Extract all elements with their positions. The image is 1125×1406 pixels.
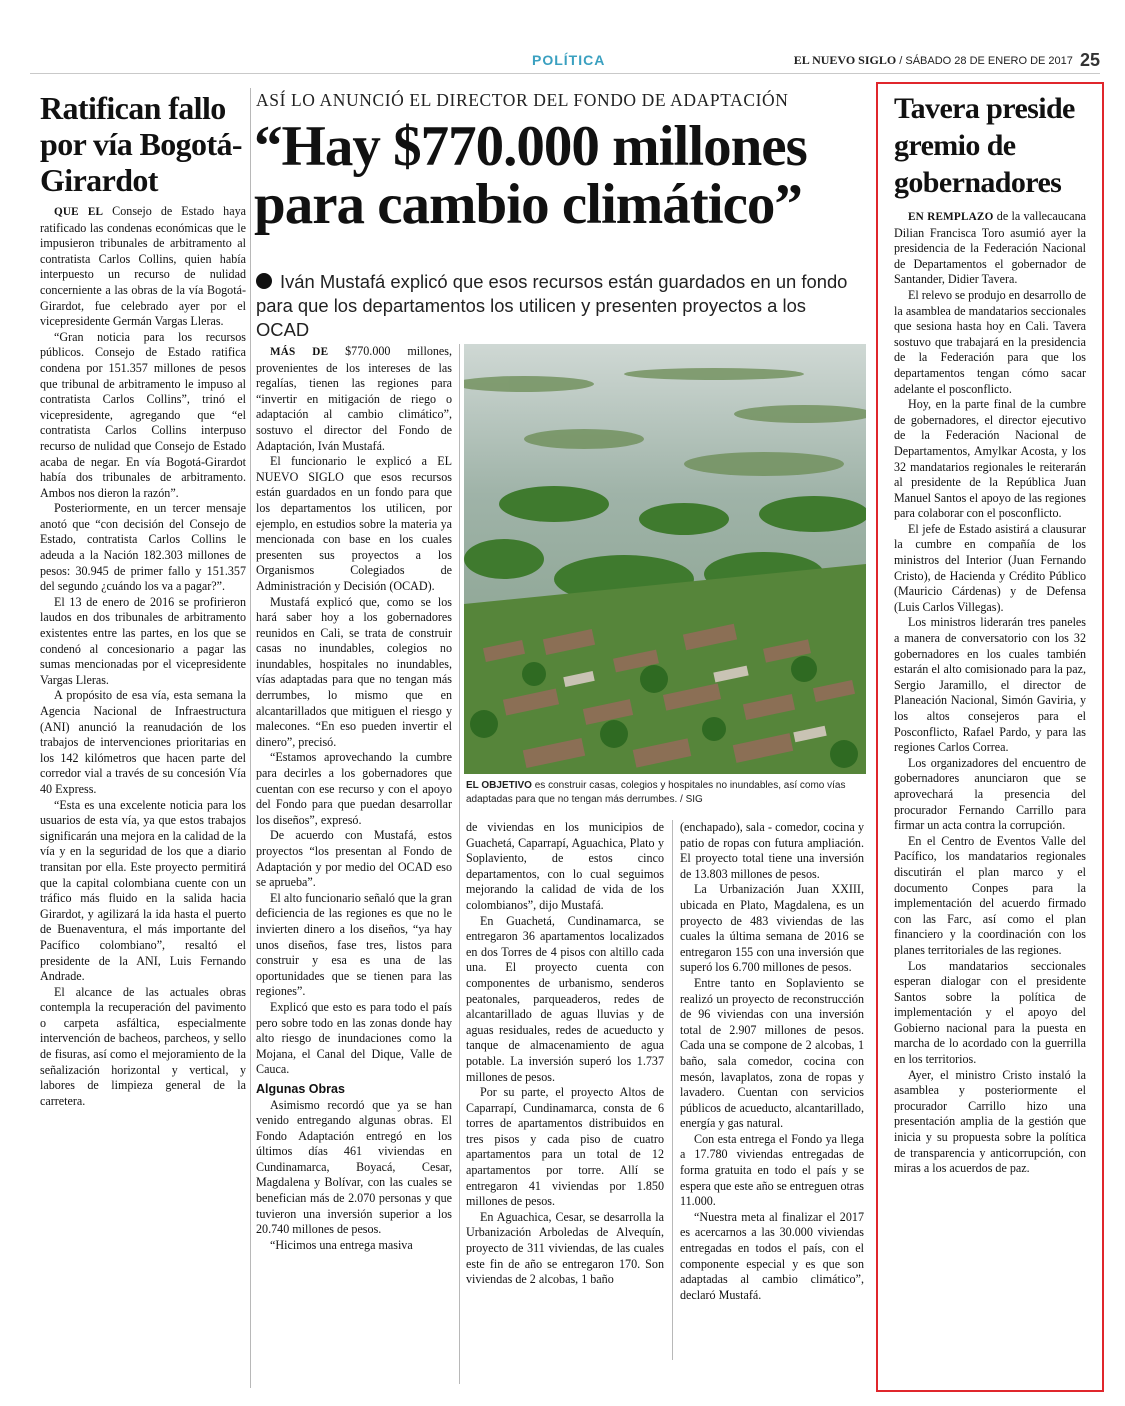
main-lead: MÁS DE xyxy=(270,346,329,358)
main-paragraph: “Hicimos una entrega masiva xyxy=(270,1237,413,1252)
section-label: POLÍTICA xyxy=(532,52,606,68)
bullet-icon xyxy=(256,273,272,289)
right-story-body xyxy=(894,209,1086,1177)
left-story xyxy=(40,90,246,1109)
left-paragraph: A propósito de esa vía, esta semana la Agencia Nacional de Infraestructura (ANI) anunció la reanudación de los trabajos de intervenciones prioritarias en los 142 kilómetros que hacen parte del corredor vial a través de su concesión Vía 40 Express. xyxy=(40,688,246,796)
right-lead: EN REMPLAZO xyxy=(908,211,994,223)
right-paragraph: Hoy, en la parte final de la cumbre de gobernadores, el director ejecutivo de la Federación Nacional de Departamentos, Amylkar Acosta, y los 32 mandatarios regionales le reiterarán al presidente de la República Juan Manuel Santos el apoyo de las regiones para colaborar con el posconflicto. xyxy=(894,397,1086,521)
left-paragraph: El alcance de las actuales obras contempla la recuperación del pavimento o carpeta asfáltica, especialmente intervención de bacheos, parcheos, y sello de fisuras, así como el mejoramiento de la señalización horizontal y vertical, y labores de limpieza general de la carretera. xyxy=(40,984,246,1108)
page-number: 25 xyxy=(1079,50,1100,70)
main-paragraph: Entre tanto en Soplaviento se realizó un proyecto de reconstrucción de 96 viviendas con una inversión total de 2.907 millones de pesos. Cada una se compone de 2 alcobas, 1 baño, sala comedor, cocina con mesón, lavaplatos, zona de ropas y lavadero. Cuentan con servicios públicos de acueducto, alcantarillado, energía y gas natural. xyxy=(680,975,864,1131)
flood-aerial-image xyxy=(464,344,866,774)
page-header xyxy=(30,48,1100,74)
right-paragraph: EN REMPLAZO de la vallecaucana Dilian Francisca Toro asumió ayer la presidencia de la Federación Nacional de Departamentos el gobernador de Santander, Didier Tavera. xyxy=(894,209,1086,287)
main-paragraph: De acuerdo con Mustafá, estos proyectos “los presentan al Fondo de Adaptación y por medio del OCAD eso se aprueba”. xyxy=(256,828,452,890)
issue-date: / SÁBADO 28 DE ENERO DE 2017 xyxy=(899,55,1073,67)
right-paragraph: Los organizadores del encuentro de gobernadores anunciaron que se aprovechará la presencia del procurador Fernando Carrillo para firmar un acta contra la corrupción. xyxy=(894,755,1086,833)
main-paragraph: Asimismo recordó que ya se han venido entregando algunas obras. El Fondo Adaptación entregó en los últimos días 461 viviendas en Cundinamarca, Boyacá, Cesar, Magdalena y Bolívar, con las cuales se benefician más de 2.070 personas y que tuvieron una inversión superior a los 20.740 millones de pesos. xyxy=(256,1097,452,1237)
main-paragraph: Con esta entrega el Fondo ya llega a 17.780 viviendas entregadas de forma gratuita en todo el país y se espera que este año se entreguen otras 11.000. xyxy=(680,1131,865,1209)
left-paragraph: El 13 de enero de 2016 se profirieron laudos en dos tribunales de arbitramento existentes entre las partes, en los que se condenó al concesionario a pagar las sumas mencionadas por el vicepresidente Vargas Lleras. xyxy=(40,594,246,687)
main-column-3 xyxy=(680,820,864,1303)
main-paragraph: Por su parte, el proyecto Altos de Caparrapí, Cundinamarca, consta de 6 torres de apartamentos distribuidos en tres pisos y cada piso de cuatro apartamentos para un total de 12 apartamentos por torre. Allí se entregaron 41 viviendas por 1.850 millones de pesos. xyxy=(466,1085,664,1209)
left-paragraph: QUE EL Consejo de Estado haya ratificado las condenas económicas que le impusieron tribunales de arbitramento al contratista Carlos Collins, quien había interpuesto un recurso de nulidad concerniente a las obras de la vía Bogotá-Girardot, fue celebrado ayer por el vicepresidente Germán Vargas Lleras. xyxy=(40,204,246,329)
left-paragraph: Posteriormente, en un tercer mensaje anotó que “con decisión del Consejo de Estado, contratista Carlos Collins le adeuda a la Nación 182.303 millones de pesos: 30.945 de primer fallo y 151.357 del segundo ¿cuándo los va a pagar?”. xyxy=(40,501,246,594)
left-paragraph: “Esta es una excelente noticia para los usuarios de esta vía, ya que estos trabajos significarán una mejora en la calidad de la vía y en la seguridad de los que a diario transitan por ella. Este proyecto permitirá que la capital colombiana cuente con un tráfico más fluido en la salida hacia Girardot, y agilizará la ida hasta el puerto de Buenaventura, el más importante del Pacífico colombiano”, resaltó el presidente de la ANI, Luis Fernando Andrade. xyxy=(40,797,246,984)
column-divider xyxy=(250,88,251,1388)
main-column-2 xyxy=(466,820,664,1288)
right-paragraph: Ayer, el ministro Cristo instaló la asamblea y posteriormente el procurador Carrillo hizo una presentación amplia de la gestión que inicia y su propuesta sobre la política de transparencia y anticorrupción, con miras a los acuerdos de paz. xyxy=(894,1067,1086,1176)
newspaper-name: EL NUEVO SIGLO xyxy=(793,53,897,67)
column-divider xyxy=(459,344,460,1384)
main-deck: Iván Mustafá explicó que esos recursos están guardados en un fondo para que los departamentos los utilicen y presenten proyectos a los OCAD xyxy=(256,271,848,340)
main-paragraph: “Nuestra meta al finalizar el 2017 es acercarnos a las 30.000 viviendas entregadas en todos el país, con el componente especial y es que son adaptadas al cambio climático”, declaró Mustafá. xyxy=(680,1209,864,1302)
main-paragraph: (enchapado), sala - comedor, cocina y patio de ropas con futura ampliación. El proyecto total tiene una inversión de 13.803 millones de pesos. xyxy=(680,820,864,881)
main-paragraph: El funcionario le explicó a EL NUEVO SIGLO que esos recursos están guardados en un fondo para que los departamentos los utilicen, por ejemplo, en estudios sobre la materia ya mencionada con base en los cuales presenten sus proyectos a los Organismos Colegiados de Administración y Decisión (OCAD). xyxy=(256,454,452,593)
right-paragraph: Los mandatarios seccionales esperan dialogar con el presidente Santos sobre la política de implementación y el apoyo del Gobierno nacional para la puesta en marcha de lo acordado con la guerrilla en los territorios. xyxy=(894,958,1086,1067)
left-paragraph: “Gran noticia para los recursos públicos. Consejo de Estado ratifica condena por 151.357 millones de pesos que tribunal de arbitramento le impuso al contratista Carlos Collins”, trinó el vicepresidente, agregando que “el contratista Carlos Collins interpuso recurso de nulidad que Consejo de Estado acaba de negar. En vía Bogotá-Girardot había dos tribunales de arbitramento. Ambos nos dieron la razón”. xyxy=(40,329,246,500)
right-paragraph: El jefe de Estado asistirá a clausurar la cumbre en compañía de los ministros del Interior (Juan Fernando Cristo), de Hacienda y Crédito Público (Mauricio Cárdenas) y de Defensa (Luis Carlos Villegas). xyxy=(894,521,1086,614)
right-paragraph: El relevo se produjo en desarrollo de la asamblea de mandatarios seccionales que sesiona hasta hoy en Cali. Tavera sostuvo que trabajará en la presidencia de la Federación para que los departamentos tengan cómo sacar adelante el posconflicto. xyxy=(894,287,1086,396)
subheading: Algunas Obras xyxy=(256,1081,345,1096)
left-story-title: Ratifican fallo por vía Bogotá-Girardot xyxy=(40,90,242,198)
left-story-body xyxy=(40,204,246,1109)
flood-photo xyxy=(464,344,866,774)
caption-lead: EL OBJETIVO xyxy=(466,780,532,791)
column-divider xyxy=(672,820,673,1360)
right-story-title: Tavera preside gremio de gobernadores xyxy=(894,92,1075,199)
main-kicker: ASÍ LO ANUNCIÓ EL DIRECTOR DEL FONDO DE ADAPTACIÓN xyxy=(256,90,789,110)
right-story xyxy=(894,90,1086,1177)
main-paragraph: El alto funcionario señaló que la gran deficiencia de las regiones es que no le invierten dinero a los diseños, “ya hay unos diseños, fase tres, listos para construir y esa es una de las oportunidades que se tienen para las regiones”. xyxy=(256,890,452,999)
main-paragraph: MÁS DE $770.000 millones, provenientes de los intereses de las regalías, tienen las regiones para “invertir en mitigación de riego o adaptación al cambio climático”, sostuvo el director del Fondo de Adaptación, Iván Mustafá. xyxy=(256,344,453,453)
masthead xyxy=(794,50,1100,71)
main-paragraph: de viviendas en los municipios de Guachetá, Caparrapí, Aguachica, Plato y Soplaviento, de estos cinco departamentos, con lo cual seguimos mejorando la calidad de vida de los colombianos”, dijo Mustafá. xyxy=(466,820,664,912)
photo-caption: EL OBJETIVO es construir casas, colegios y hospitales no inundables, así como vías adaptadas para que no tengan más derrumbes. / SIG xyxy=(466,780,846,805)
main-paragraph: La Urbanización Juan XXIII, ubicada en Plato, Magdalena, es un proyecto de 483 viviendas de las cuales la última semana de 2016 se entregaron 155 con una inversión que superó los 6.700 millones de pesos. xyxy=(680,882,864,975)
right-paragraph: En el Centro de Eventos Valle del Pacífico, los mandatarios regionales discutirán el plan marco y el documento Conpes para la implementación del acuerdo firmado con las Farc, así como el plan financiero y la coordinación con los planes territoriales de las regiones. xyxy=(894,833,1086,957)
main-paragraph: Explicó que esto es para todo el país pero sobre todo en las zonas donde hay alto riesgo de inundaciones como la Mojana, el Canal del Dique, Valle de Cauca. xyxy=(256,999,452,1077)
main-column-1 xyxy=(256,344,452,1253)
main-paragraph: En Aguachica, Cesar, se desarrolla la Urbanización Arboledas de Alvequín, proyecto de 311 viviendas, de las cuales este fin de año se entregaron 170. Son viviendas de 2 alcobas, 1 baño xyxy=(466,1209,664,1287)
right-paragraph: Los ministros liderarán tres paneles a manera de conversatorio con los 32 gobernadores en los cuales también estarán el alto comisionado para la paz, Sergio Jaramillo, el director de Planeación Nacional, Simón Gaviria, y los altos consejeros para el Posconflicto, Rafael Pardo, y para las regiones Carlos Correa. xyxy=(894,615,1086,755)
main-paragraph: Mustafá explicó que, como se los hará saber hoy a los gobernadores reunidos en Cali, se trata de construir casas no inundables, colegios no inundables, hospitales no inundables, vías adaptadas para que no tengan más derrumbes, lo mismo que en alcantarillados que mitiguen el riesgo y malecones. “En eso pueden invertir el dinero”, precisó. xyxy=(256,594,452,749)
main-paragraph: “Estamos aprovechando la cumbre para decirles a los gobernadores que cuentan con ese recurso y con el apoyo del Fondo para que puedan desarrollar los diseños”, expresó. xyxy=(256,750,452,827)
main-paragraph: En Guachetá, Cundinamarca, se entregaron 36 apartamentos localizados en dos Torres de 4 pisos con altillo cada una. El proyecto cuenta con componentes de urbanismo, senderos peatonales, parqueaderos, redes de alcantarillado de aguas lluvias y de aguas residuales, redes de acueducto y tanque de almacenamiento de agua potable. La inversión superó los 1.737 millones de pesos. xyxy=(466,913,664,1084)
left-lead: QUE EL xyxy=(54,206,104,218)
main-headline: “Hay $770.000 millones para cambio climático” xyxy=(254,115,807,236)
